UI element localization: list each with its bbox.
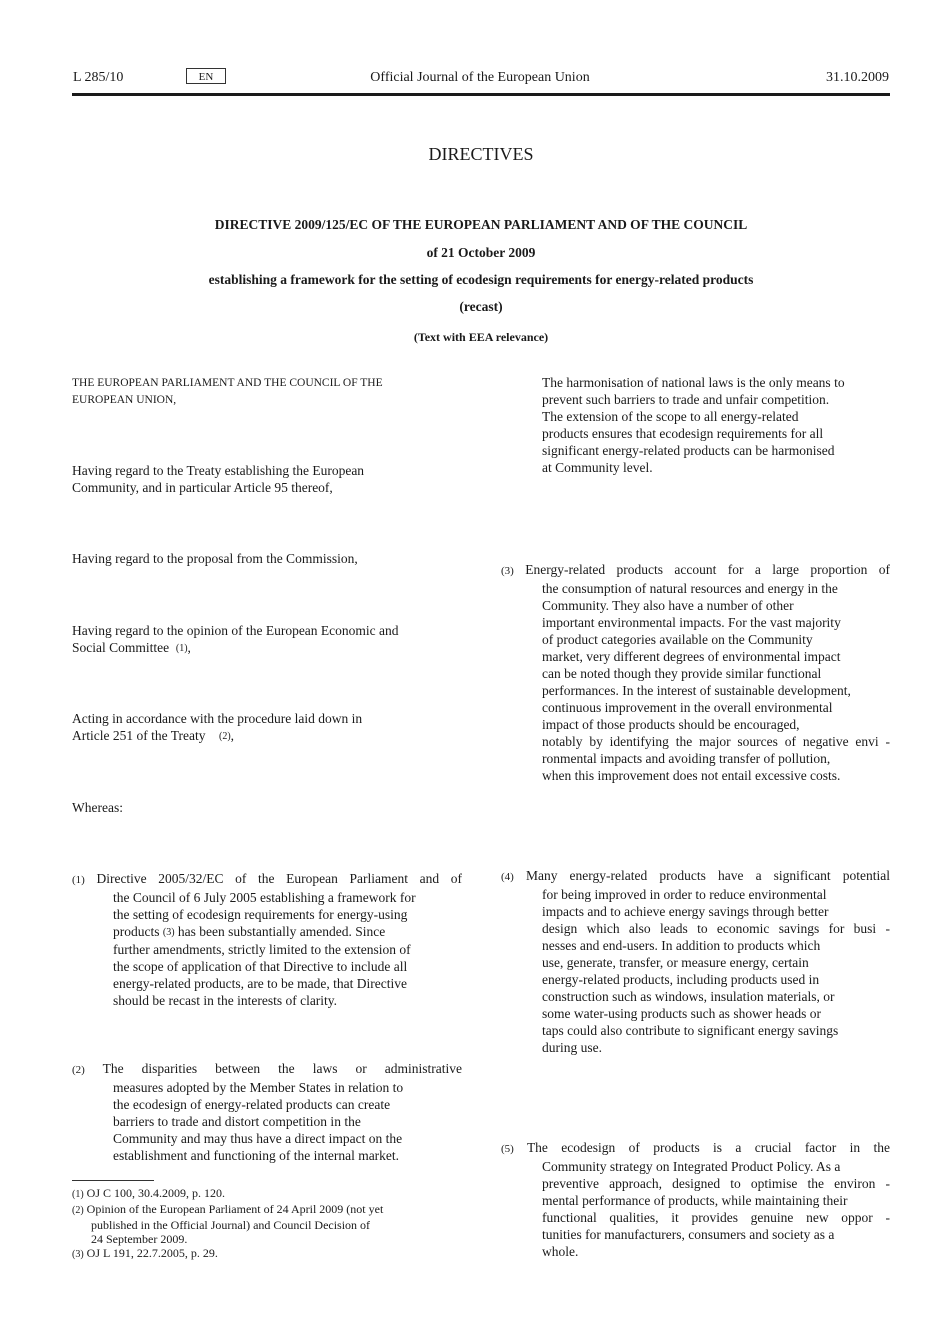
preamble-line: EUROPEAN UNION, <box>72 394 177 406</box>
text-line <box>113 923 462 941</box>
recital-2-continued <box>542 374 890 476</box>
text-line: Community. They also have a number of other <box>542 598 794 613</box>
text-line <box>72 727 472 745</box>
text-line: of product categories available on the Community <box>542 632 813 647</box>
text-line: significant energy-related products can be harmonised <box>542 443 835 458</box>
text-line: products ensures that ecodesign requirements for all <box>542 426 824 441</box>
footnote-text: published in the Official Journal) and Council Decision of <box>91 1218 371 1232</box>
text-line: Community strategy on Integrated Product Policy. As a <box>542 1159 841 1174</box>
recital-body <box>501 1158 890 1260</box>
text-line: mental performance of products, while maintaining their <box>542 1193 848 1208</box>
recital-number: (2) <box>72 1064 85 1076</box>
language-badge: EN <box>186 68 226 84</box>
journal-title: Official Journal of the European Union <box>370 70 590 85</box>
text-line <box>72 870 462 889</box>
preamble-line: THE EUROPEAN PARLIAMENT AND THE COUNCIL OF THE <box>72 377 383 389</box>
text-line: energy-related products, are to be made, that Directive <box>113 976 407 991</box>
text-line: during use. <box>542 1040 602 1055</box>
whereas-heading: Whereas: <box>72 800 123 815</box>
text-line: Community, and in particular Article 95 thereof, <box>72 480 333 495</box>
directive-title: DIRECTIVE 2009/125/EC OF THE EUROPEAN PARLIAMENT AND OF THE COUNCIL <box>214 217 748 232</box>
text-fragment: Many energy-related products have a significant potential <box>525 868 891 883</box>
footnote-number: (2) <box>72 1205 84 1216</box>
recital-1 <box>72 870 462 1009</box>
proposal-citation: Having regard to the proposal from the Commission, <box>72 551 358 566</box>
text-fragment: Social Committee <box>72 640 170 655</box>
text-line: The harmonisation of national laws is the only means to <box>542 375 845 390</box>
text-fragment: Directive 2005/32/EC of the European Parliament and of <box>96 871 462 886</box>
text-line: continuous improvement in the overall environmental <box>542 700 833 715</box>
text-line: construction such as windows, insulation materials, or <box>542 989 835 1004</box>
footnote-item <box>72 1246 472 1262</box>
text-line <box>501 1139 890 1158</box>
footnote-text: OJ C 100, 30.4.2009, p. 120. <box>86 1186 226 1200</box>
text-line <box>501 561 890 580</box>
recast-label: (recast) <box>459 299 503 314</box>
recital-body <box>72 1079 462 1164</box>
text-line: at Community level. <box>542 460 653 475</box>
recital-3 <box>501 561 890 784</box>
text-line: nesses and end-users. In addition to products which <box>542 938 821 953</box>
recital-4 <box>501 867 890 1056</box>
oj-reference: L 285/10 <box>73 70 124 85</box>
recital-body <box>72 889 462 1009</box>
recital-body <box>501 886 890 1056</box>
text-line: the Council of 6 July 2005 establishing a framework for <box>113 890 416 905</box>
recital-number: (5) <box>501 1143 514 1155</box>
text-line: Acting in accordance with the procedure laid down in <box>72 711 363 726</box>
text-line: functional qualities, it provides genuine new oppor - <box>542 1210 890 1225</box>
text-line: ronmental impacts and avoiding transfer of pollution, <box>542 751 831 766</box>
footnote-number: (1) <box>72 1189 84 1200</box>
text-line: performances. In the interest of sustainable development, <box>542 683 851 698</box>
text-line: Community and may thus have a direct impact on the <box>113 1131 403 1146</box>
text-line: whole. <box>542 1244 579 1259</box>
text-line: design which also leads to economic savings for busi - <box>542 921 890 936</box>
text-line: important environmental impacts. For the vast majority <box>542 615 841 630</box>
text-line <box>501 867 890 886</box>
text-line <box>72 639 472 657</box>
text-line: should be recast in the interests of clarity. <box>113 993 338 1008</box>
text-line: can be noted though they provide similar functional <box>542 666 822 681</box>
text-fragment: Article 251 of the Treaty <box>72 728 206 743</box>
text-line: barriers to trade and distort competition in the <box>113 1114 361 1129</box>
recital-number: (3) <box>501 565 514 577</box>
header-rule <box>72 93 890 96</box>
footnote-text: 24 September 2009. <box>91 1232 188 1246</box>
text-fragment: products <box>113 924 160 939</box>
text-fragment: Energy-related products account for a large proportion of <box>525 562 891 577</box>
text-fragment: The disparities between the laws or administrative <box>102 1061 462 1076</box>
footnote-ref[interactable]: (3) <box>162 927 175 938</box>
text-line: some water-using products such as shower heads or <box>542 1006 822 1021</box>
recital-2 <box>72 1060 462 1164</box>
footnotes <box>72 1186 472 1262</box>
footnote-text: OJ L 191, 22.7.2005, p. 29. <box>86 1246 218 1260</box>
text-line: for being improved in order to reduce environmental <box>542 887 827 902</box>
text-line: use, generate, transfer, or measure energy, certain <box>542 955 809 970</box>
text-line: establishment and functioning of the internal market. <box>113 1148 400 1163</box>
text-line: taps could also contribute to significant energy savings <box>542 1023 839 1038</box>
text-line: tunities for manufacturers, consumers and society as a <box>542 1227 835 1242</box>
directive-subject: establishing a framework for the setting of ecodesign requirements for energy-related products <box>208 272 754 287</box>
text-line: energy-related products, including products used in <box>542 972 820 987</box>
publication-date: 31.10.2009 <box>826 70 889 85</box>
footnote-ref[interactable]: (1) <box>175 643 188 654</box>
opinion-citation <box>72 622 472 657</box>
text-line: the scope of application of that Directive to include all <box>113 959 408 974</box>
text-fragment: , <box>230 728 235 743</box>
text-line: the ecodesign of energy-related products can create <box>113 1097 391 1112</box>
text-line: Having regard to the Treaty establishing the European <box>72 463 365 478</box>
text-line: impact of those products should be encouraged, <box>542 717 800 732</box>
text-fragment: , <box>187 640 191 655</box>
text-line: preventive approach, designed to optimise the environ - <box>542 1176 890 1191</box>
text-fragment: has been substantially amended. Since <box>177 924 386 939</box>
treaty-citation <box>72 462 472 496</box>
preamble <box>72 375 472 409</box>
footnote-number: (3) <box>72 1249 84 1260</box>
recital-body <box>501 580 890 784</box>
text-line: the consumption of natural resources and energy in the <box>542 581 838 596</box>
section-title: DIRECTIVES <box>428 144 534 164</box>
text-fragment: The ecodesign of products is a crucial factor in the <box>526 1140 890 1155</box>
directive-date: of 21 October 2009 <box>426 245 536 260</box>
recital-number: (4) <box>501 871 514 883</box>
recital-number: (1) <box>72 874 85 886</box>
text-line: The extension of the scope to all energy-related <box>542 409 799 424</box>
text-line: notably by identifying the major sources of negative envi - <box>542 734 890 749</box>
recital-5 <box>501 1139 890 1260</box>
text-line: Having regard to the opinion of the European Economic and <box>72 623 399 638</box>
procedure-citation <box>72 710 472 745</box>
text-line: impacts and to achieve energy savings through better <box>542 904 829 919</box>
text-line: measures adopted by the Member States in relation to <box>113 1080 404 1095</box>
footnote-rule <box>72 1180 154 1181</box>
text-line: when this improvement does not entail excessive costs. <box>542 768 841 783</box>
eea-relevance: (Text with EEA relevance) <box>413 330 549 344</box>
text-line: further amendments, strictly limited to the extension of <box>113 942 411 957</box>
text-line: prevent such barriers to trade and unfair competition. <box>542 392 830 407</box>
text-line <box>72 1060 462 1079</box>
footnote-item <box>72 1202 472 1218</box>
text-line: the setting of ecodesign requirements for energy-using <box>113 907 408 922</box>
footnote-item <box>72 1186 472 1202</box>
text-line: market, very different degrees of environmental impact <box>542 649 841 664</box>
footnote-ref[interactable]: (2) <box>218 731 231 742</box>
footnote-text: Opinion of the European Parliament of 24 April 2009 (not yet <box>86 1202 384 1216</box>
